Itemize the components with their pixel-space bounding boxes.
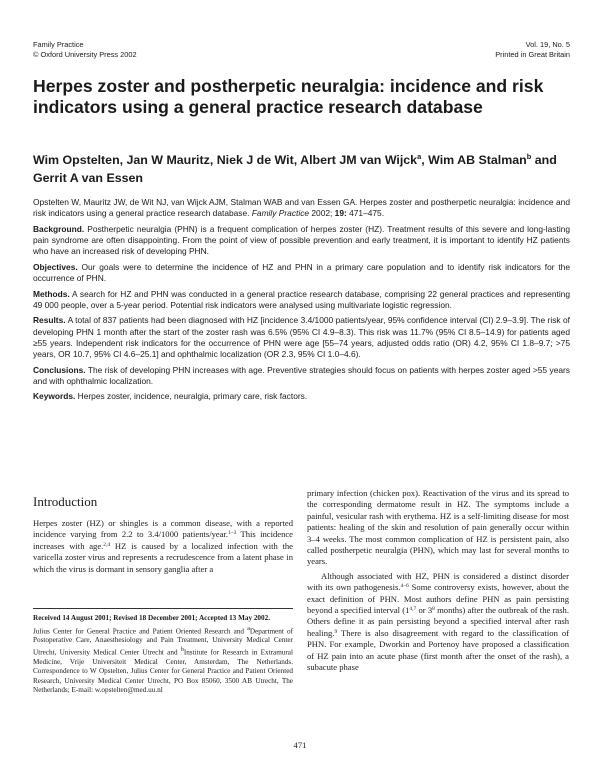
article-title: Herpes zoster and postherpetic neuralgia: incidence and risk indicators using a general practice research database xyxy=(33,76,544,117)
body-column-right xyxy=(307,488,569,677)
p3-text-e: There is also disagreement with regard to the classification of PHN. For example, Dworkin and Portenoy have proposed a classification of HZ pain into an acute phase (first month after the onset of the rash), a subacute phase xyxy=(307,627,569,673)
p3-text-a: Although associated with HZ, PHN is considered a distinct disorder with its own pathogenesis. xyxy=(307,570,569,593)
intro-paragraph-2: primary infection (chicken pox). Reactivation of the virus and its spread to the corresponding dermatome result in HZ. The symptoms include a painful, vesicular rash with erythema. HZ is a self-limiting disease for most patients: healing of the skin and resolution of pain generally occur within 3–4 weeks. The most common complication of HZ is persistent pain, also called postherpetic neuralgia (PHN), which may last for several months to years. xyxy=(307,488,569,567)
background-text: Postherpetic neuralgia (PHN) is a frequent complication of herpes zoster (HZ). Treatment results of this severe and long-lasting pain syndrome are often disappointing. From the point of view of possible prevention and early treatment, it is important to identify HZ patients who have an increased risk of developing PHN. xyxy=(33,223,570,257)
p3-text-b: Some controversy exists, however, about the exact definition of PHN. Most authors define PHN as pain persisting beyond a specified interval (1 xyxy=(307,582,570,616)
section-heading-introduction: Introduction xyxy=(33,494,98,509)
p3-text-d: months) after the outbreak of the rash. Others define it as pain persisting beyond a specified interval after rash healing. xyxy=(307,605,569,638)
ref-4-7: 4,7 xyxy=(409,606,417,613)
affiliation-mark-b: b xyxy=(526,152,532,161)
printed-in: Printed in Great Britain xyxy=(495,50,570,59)
p1-text-b: This incidence increases with age. xyxy=(33,529,293,551)
abstract-conclusions xyxy=(33,365,570,387)
received-dates: Received 14 August 2001; Revised 18 December 2001; Accepted 13 May 2002. xyxy=(33,614,271,622)
affiliation-text-b: Department of Postoperative Care, Anaesthesiology and Pain Treatment, University Medical Center Utrecht, University Medical Center Utrecht and xyxy=(33,626,293,657)
citation-year: 2002; xyxy=(309,208,335,219)
objectives-label: Objectives. xyxy=(33,261,78,272)
methods-label: Methods. xyxy=(33,288,70,299)
authors-part-2: , Wim AB Stalman xyxy=(421,153,527,167)
abstract xyxy=(33,197,570,407)
citation-text: Opstelten W, Mauritz JW, de Wit NJ, van Wijck AJM, Stalman WAB and van Essen GA. Herpes zoster and postherpetic neuralgia: incidence and risk indicators using a general practice research database. xyxy=(33,197,570,219)
volume-issue: Vol. 19, No. 5 xyxy=(525,40,570,49)
abstract-results xyxy=(33,315,570,360)
affiliation-text-c: Institute for Research in Extramural Medicine, Vrije Universiteit Medical Center, Amsterdam, The Netherlands. Correspondence to W Opstelten, Julius Center for General Practice and Patient Oriented Research, University Medical Center Utrecht, PO Box 85060, 3500 AB Utrecht, The Netherlands; E-mail: w.opstelten@med.uu.nl xyxy=(33,648,293,695)
results-label: Results. xyxy=(33,315,66,326)
p3-text-c: or 3 xyxy=(416,605,433,616)
page-number: 471 xyxy=(293,740,307,750)
footnote-mark-a: a xyxy=(247,625,250,632)
results-text: A total of 837 patients had been diagnosed with HZ [incidence 3.4/1000 patients/year, 95% confidence interval (CI) 2.9–3.9]. The risk of developing PHN 1 month after the start of the zoster rash was 6.5% (95% CI 4.9–8.3). This risk was 11.7% (95% CI 8.5–14.9) for patients aged ≥55 years. Independent risk indicators for the occurrence of PHN were age [55–74 years, adjusted odds ratio (OR) 4.2, 95% CI 1.8–9.7; >75 years, OR 10.7, 95% CI 4.6–25.1] and ophthalmic localization (OR 2.3, 95% CI 1.0–4.6). xyxy=(33,315,570,359)
background-label: Background. xyxy=(33,223,85,234)
citation-volume: 19: xyxy=(334,208,347,219)
running-header-right xyxy=(495,40,570,60)
conclusions-label: Conclusions. xyxy=(33,364,86,375)
ref-2-4: 2,4 xyxy=(103,541,111,548)
methods-text: A search for HZ and PHN was conducted in a general practice research database, comprising 22 general practices and representing 49 000 people, over a 5-year period. Potential risk indicators were analysed using multivariate logistic regression. xyxy=(33,288,570,310)
journal-name: Family Practice xyxy=(33,40,84,49)
ref-4-6: 4–6 xyxy=(400,583,409,590)
running-header-left xyxy=(33,40,137,60)
body-column-left xyxy=(33,518,293,578)
authors-part-3: and Gerrit A van Essen xyxy=(33,153,557,185)
p1-text-c: HZ is caused by a localized infection with the varicella zoster virus and represents a recrudescence from a latent phase in which the virus is dormant in sensory ganglia after a xyxy=(33,540,293,574)
ref-9: 9 xyxy=(334,628,338,635)
keywords-label: Keywords. xyxy=(33,391,76,402)
citation-journal: Family Practice xyxy=(251,208,310,219)
article-footnote xyxy=(33,614,293,696)
p1-text-a: Herpes zoster (HZ) or shingles is a common disease, with a reported incidence varying from 2.2 to 3.4/1000 patients/year. xyxy=(33,518,293,540)
abstract-objectives xyxy=(33,262,570,284)
citation-pages: 471–475. xyxy=(346,208,385,219)
objectives-text: Our goals were to determine the incidence of HZ and PHN in a primary care population and to identify risk indicators for the occurrence of PHN. xyxy=(33,261,570,283)
footnote-mark-b: b xyxy=(180,646,184,653)
copyright-line: © Oxford University Press 2002 xyxy=(33,50,137,59)
abstract-methods xyxy=(33,289,570,311)
footnote-rule xyxy=(33,608,293,609)
intro-paragraph-1 xyxy=(33,518,293,575)
ref-8: 8 xyxy=(432,606,435,613)
affiliation-text-a: Julius Center for General Practice and Patient Oriented Research and xyxy=(33,626,248,635)
keywords-text: Herpes zoster, incidence, neuralgia, primary care, risk factors. xyxy=(75,391,308,402)
conclusions-text: The risk of developing PHN increases with age. Preventive strategies should focus on patients with herpes zoster aged >55 years and with ophthalmic localization. xyxy=(33,364,570,386)
ref-1-3: 1–3 xyxy=(228,530,237,537)
intro-paragraph-3 xyxy=(307,571,569,674)
affiliation-mark-a: a xyxy=(417,152,422,161)
abstract-background xyxy=(33,224,570,258)
abstract-keywords xyxy=(33,391,570,402)
citation xyxy=(33,197,570,219)
author-list xyxy=(33,148,573,187)
authors-part-1: Wim Opstelten, Jan W Mauritz, Niek J de Wit, Albert JM van Wijck xyxy=(33,153,418,167)
